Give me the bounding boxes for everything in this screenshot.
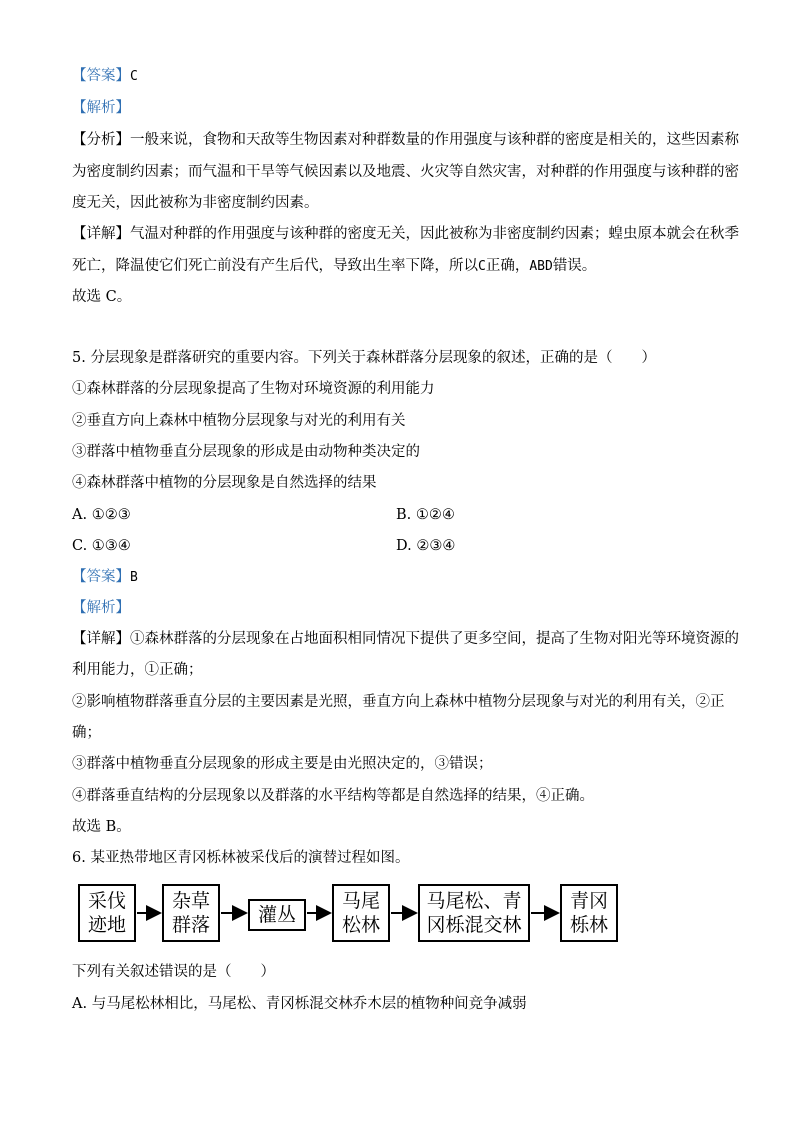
q5-detail-1: 【详解】①森林群落的分层现象在占地面积相同情况下提供了更多空间，提高了生物对阳光等环境资源的	[72, 631, 739, 647]
q5-statement-3: ③群落中植物垂直分层现象的形成是由动物种类决定的	[72, 444, 420, 460]
q5-option-a: A. ①②③	[72, 507, 131, 523]
flow-box-4: 马尾 松林	[332, 884, 390, 942]
conclusion-q4: 故选 C。	[72, 289, 132, 305]
q5-option-c: C. ①③④	[72, 538, 131, 554]
q5-option-d: D. ②③④	[396, 538, 456, 554]
q6-option-a: A. 与马尾松林相比，马尾松、青冈栎混交林乔木层的植物种间竞争减弱	[72, 996, 527, 1012]
fenxi-line-2: 为密度制约因素；而气温和干旱等气候因素以及地震、火灾等自然灾害，对种群的作用强度与该种群的密	[72, 164, 739, 180]
flow-box-2: 杂草 群落	[162, 884, 220, 942]
q5-statement-1: ①森林群落的分层现象提高了生物对环境资源的利用能力	[72, 381, 435, 397]
q5-detail-3: ③群落中植物垂直分层现象的形成主要是由光照决定的，③错误；	[72, 756, 493, 772]
analysis-tag-q5: 【解析】	[72, 600, 130, 616]
flow-box-6: 青冈 栎林	[560, 884, 618, 942]
flow-arrows	[74, 880, 634, 950]
answer-tag: 【答案】	[72, 68, 130, 84]
q5-detail-1b: 利用能力，①正确；	[72, 662, 203, 678]
q5-detail-2b: 确；	[72, 725, 101, 741]
detail-line-2: 死亡，降温使它们死亡前没有产生后代，导致出生率下降，所以C正确，ABD错误。	[72, 258, 597, 274]
flow-box-5: 马尾松、青 冈栎混交林	[418, 884, 530, 942]
fenxi-tag: 【分析】	[72, 132, 130, 148]
q5-option-b: B. ①②④	[396, 507, 455, 523]
q5-statement-2: ②垂直方向上森林中植物分层现象与对光的利用有关	[72, 413, 406, 429]
q6-stem: 6. 某亚热带地区青冈栎林被采伐后的演替过程如图。	[72, 850, 410, 866]
answer-value: C	[130, 69, 138, 84]
analysis-tag: 【解析】	[72, 100, 130, 116]
flow-box-3: 灌丛	[248, 899, 306, 931]
detail-line-1: 【详解】气温对种群的作用强度与该种群的密度无关，因此被称为非密度制约因素；蝗虫原本就会在秋季	[72, 226, 739, 242]
answer-line-q5: 【答案】B	[72, 569, 138, 585]
fenxi-line-3: 度无关，因此被称为非密度制约因素。	[72, 195, 319, 211]
answer-line-q4	[72, 66, 138, 87]
q5-detail-2: ②影响植物群落垂直分层的主要因素是光照，垂直方向上森林中植物分层现象与对光的利用有关，②正	[72, 694, 725, 710]
q6-question: 下列有关叙述错误的是（ ）	[72, 964, 275, 980]
q5-statement-4: ④森林群落中植物的分层现象是自然选择的结果	[72, 475, 377, 491]
flow-box-1: 采伐 迹地	[78, 884, 136, 942]
conclusion-q5: 故选 B。	[72, 819, 131, 835]
fenxi-line-1: 【分析】一般来说，食物和天敌等生物因素对种群数量的作用强度与该种群的密度是相关的，这些因素称	[72, 132, 739, 148]
detail-tag: 【详解】	[72, 226, 130, 242]
q5-stem: 5. 分层现象是群落研究的重要内容。下列关于森林群落分层现象的叙述，正确的是（ ）	[72, 350, 656, 366]
q5-detail-4: ④群落垂直结构的分层现象以及群落的水平结构等都是自然选择的结果，④正确。	[72, 788, 594, 804]
